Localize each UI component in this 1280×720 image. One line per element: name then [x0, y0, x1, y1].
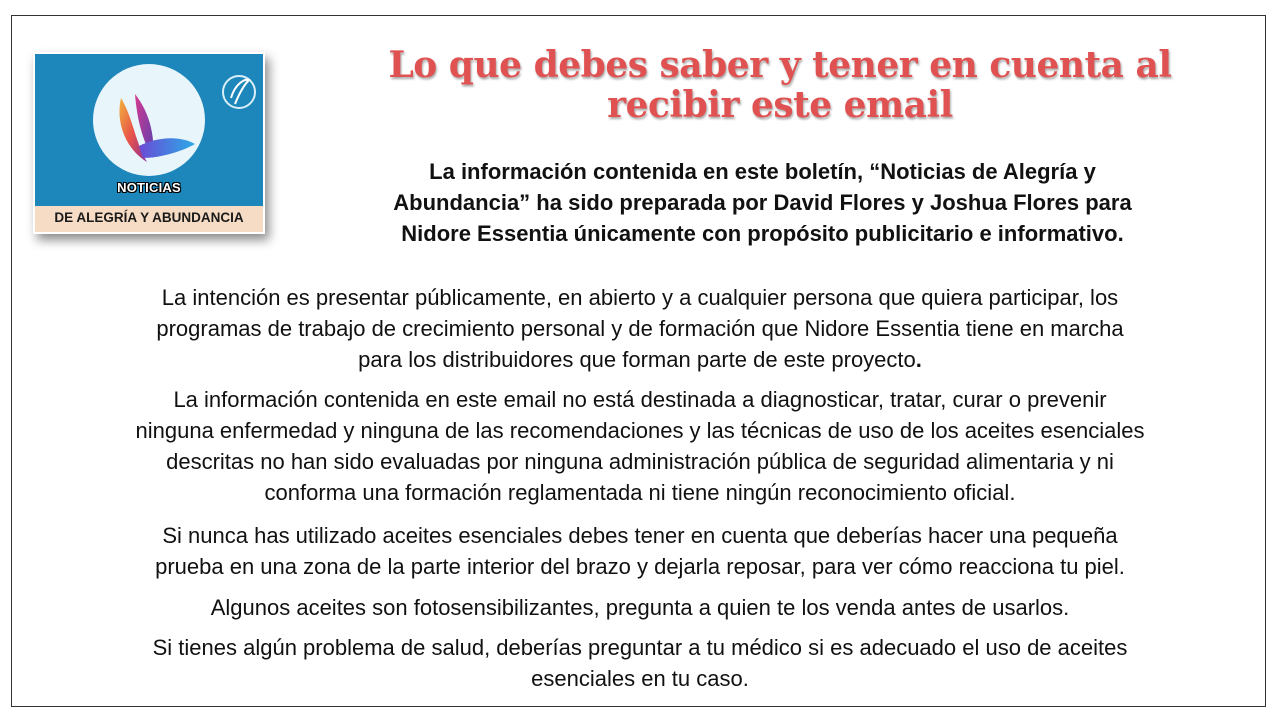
paragraph-line: Si tienes algún problema de salud, deberías preguntar a tu médico si es adecuado el uso de aceites [152, 635, 1128, 660]
intro-line: Abundancia” ha sido preparada por David Flores y Joshua Flores para [393, 190, 1132, 215]
logo-title: NOTICIAS [117, 180, 181, 195]
paragraph-line: ninguna enfermedad y ninguna de las recomendaciones y las técnicas de uso de los aceites esenciales [135, 418, 1145, 443]
paragraph-disclaimer [22, 384, 1258, 508]
intro-paragraph [300, 156, 1225, 249]
paragraph-line: Si nunca has utilizado aceites esenciales debes tener en cuenta que deberías hacer una pequeña [162, 523, 1118, 548]
paragraph-line: Algunos aceites son fotosensibilizantes, pregunta a quien te los venda antes de usarlos. [210, 595, 1070, 620]
paragraph-photosensitive [22, 592, 1258, 623]
paragraph-line: programas de trabajo de crecimiento personal y de formación que Nidore Essentia tiene en marcha [156, 316, 1124, 341]
paragraph-line: prueba en una zona de la parte interior del brazo y dejarla reposar, para ver cómo reacciona tu piel. [155, 554, 1125, 579]
paragraph-line: esenciales en tu caso. [531, 666, 749, 691]
paragraph-skin-test [22, 520, 1258, 582]
paragraph-purpose [22, 282, 1258, 375]
intro-line: Nidore Essentia únicamente con propósito publicitario e informativo. [401, 221, 1124, 246]
paragraph-line: descritas no han sido evaluadas por ninguna administración pública de seguridad alimentaria y ni [166, 449, 1114, 474]
title-line: recibir este email [607, 84, 953, 126]
intro-line: La información contenida en este boletín, “Noticias de Alegría y [429, 159, 1096, 184]
paragraph-period: . [915, 347, 922, 372]
logo-subtitle: DE ALEGRÍA Y ABUNDANCIA [54, 210, 244, 225]
paragraph-line: La intención es presentar públicamente, en abierto y a cualquier persona que quiera participar, los [161, 285, 1119, 310]
paragraph-line: La información contenida en este email no está destinada a diagnosticar, tratar, curar o prevenir [173, 387, 1107, 412]
paragraph-line [22, 344, 1258, 375]
newsletter-logo [33, 52, 265, 234]
paragraph-line: conforma una formación reglamentada ni tiene ningún reconocimiento oficial. [264, 480, 1016, 505]
paragraph-health [22, 632, 1258, 694]
title-line: Lo que debes saber y tener en cuenta al [388, 44, 1172, 86]
page-title [330, 45, 1230, 125]
paragraph-text: para los distribuidores que forman parte de este proyecto [358, 347, 916, 372]
